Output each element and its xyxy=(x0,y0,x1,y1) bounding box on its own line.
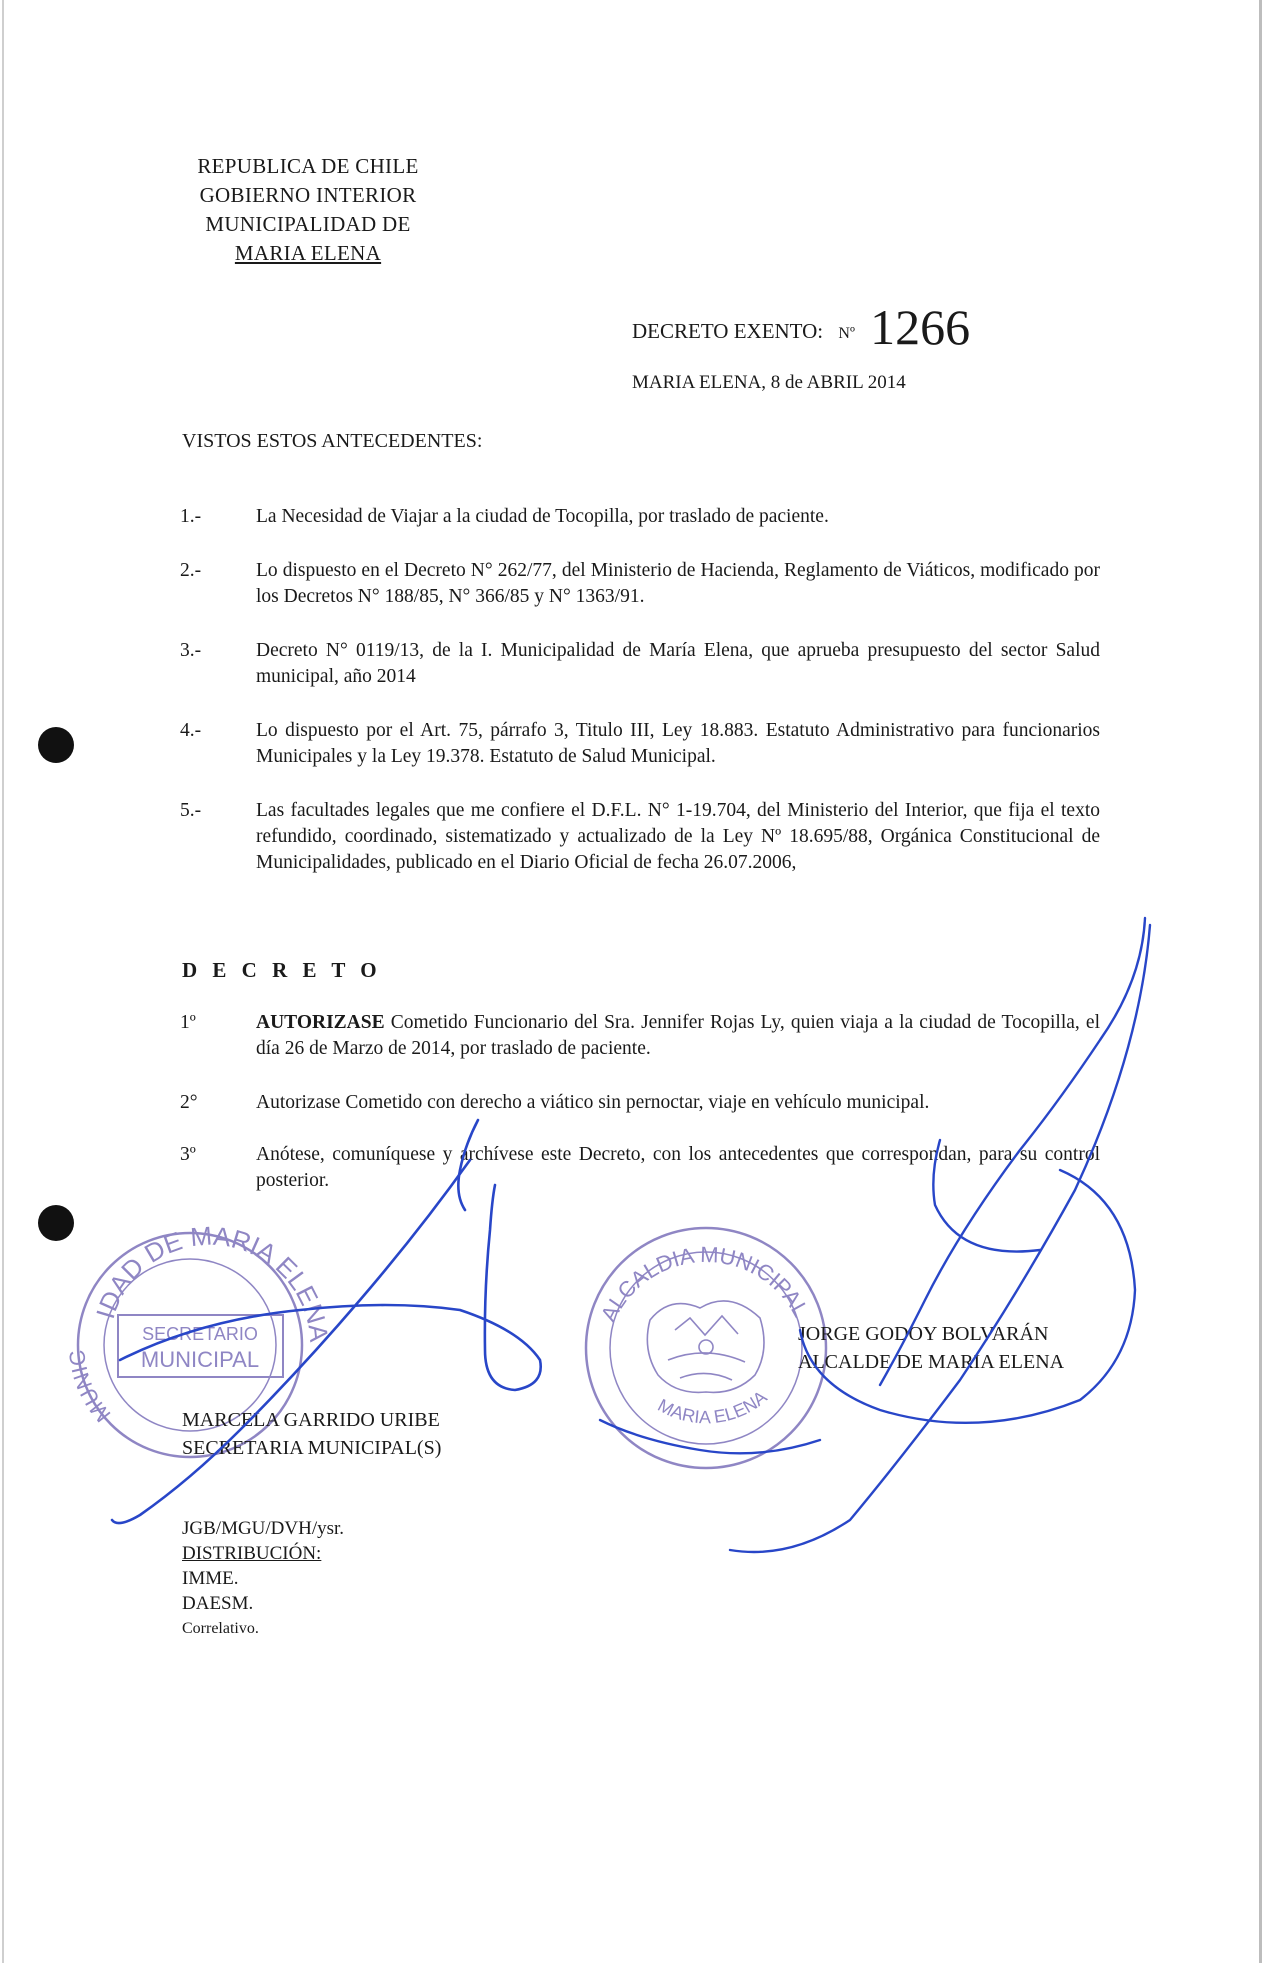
item-body: Cometido Funcionario del Sra. Jennifer Rojas Ly, quien viaja a la ciudad de Tocopilla, el día 26 de Marzo de 2014, por traslado de paciente. xyxy=(256,1012,1100,1059)
issuer-header xyxy=(182,152,434,268)
distribution-line-2: DAESM. xyxy=(182,1593,254,1614)
secretary-stamp-ring-text: IDAD DE MARIA ELENA xyxy=(90,1220,335,1344)
mayor-title: ALCALDE DE MARIA ELENA xyxy=(798,1351,1065,1373)
item-text: Autorizase Cometido con derecho a viático sin pernoctar, viaje en vehículo municipal. xyxy=(256,1092,930,1113)
decree-number: 1266 xyxy=(870,299,971,355)
item-number: 1º xyxy=(180,1012,196,1033)
distribution-label: DISTRIBUCIÓN: xyxy=(182,1543,322,1564)
item-text: Lo dispuesto por el Art. 75, párrafo 3, Titulo III, Ley 18.883. Estatuto Administrativo para funcionarios Municipales y la Ley 19.378. Estatuto de Salud Municipal. xyxy=(256,720,1100,767)
item-number: 3º xyxy=(180,1144,196,1165)
secretary-stamp-ring-left: MUNIC xyxy=(64,1348,116,1427)
scan-edge-right xyxy=(1259,0,1262,1963)
header-line-3: MUNICIPALIDAD DE xyxy=(205,212,411,236)
mayor-stamp xyxy=(586,1228,826,1468)
item-number: 2° xyxy=(180,1092,198,1113)
punch-hole-top xyxy=(38,727,74,763)
item-text: Las facultades legales que me confiere el D.F.L. N° 1-19.704, del Ministerio del Interior, que fija el texto refundido, coordinado, sistematizado y actualizado de la Ley Nº 18.695/88, Orgánica Constitucional de Municipalidades, publicado en el Diario Oficial de fecha 26.07.2006, xyxy=(256,800,1100,873)
header-line-1: REPUBLICA DE CHILE xyxy=(197,154,419,178)
decree-label: DECRETO EXENTO: xyxy=(632,319,824,343)
initials: JGB/MGU/DVH/ysr. xyxy=(182,1518,345,1539)
mayor-signature-block xyxy=(798,1320,1064,1376)
item-text: Decreto N° 0119/13, de la I. Municipalidad de María Elena, que aprueba presupuesto del sector Salud municipal, año 2014 xyxy=(256,640,1100,687)
secretary-stamp-center-1: SECRETARIO xyxy=(142,1324,258,1344)
item-number: 2.- xyxy=(180,560,202,581)
item-number: 5.- xyxy=(180,800,202,821)
vistos-title: VISTOS ESTOS ANTECEDENTES: xyxy=(182,430,483,452)
item-text xyxy=(256,1010,1100,1062)
decreto-title: D E C R E T O xyxy=(182,958,382,982)
item-number: 4.- xyxy=(180,720,202,741)
secretary-signature-block xyxy=(182,1406,441,1462)
distribution-line-1: IMME. xyxy=(182,1568,239,1589)
mayor-stamp-bottom-text: MARIA ELENA xyxy=(654,1386,771,1428)
item-bold: AUTORIZASE xyxy=(256,1012,385,1033)
number-label: Nº xyxy=(838,325,855,342)
secretary-title: SECRETARIA MUNICIPAL(S) xyxy=(182,1437,442,1459)
item-text: La Necesidad de Viajar a la ciudad de Tocopilla, por traslado de paciente. xyxy=(256,506,829,527)
coat-of-arms-icon xyxy=(647,1301,764,1392)
header-line-2: GOBIERNO INTERIOR xyxy=(199,183,417,207)
distribution-last: Correlativo. xyxy=(182,1620,259,1637)
header-line-4: MARIA ELENA xyxy=(234,241,382,265)
secretary-name: MARCELA GARRIDO URIBE xyxy=(182,1409,440,1431)
place-date: MARIA ELENA, 8 de ABRIL 2014 xyxy=(632,372,906,393)
item-number: 3.- xyxy=(180,640,202,661)
mayor-stamp-top-text: ALCALDIA MUNICIPAL xyxy=(595,1241,814,1326)
footer-distribution xyxy=(182,1516,344,1641)
mayor-name: JORGE GODOY BOLVARÁN xyxy=(798,1323,1049,1345)
item-number: 1.- xyxy=(180,506,202,527)
decree-number-line xyxy=(632,298,970,356)
item-text: Anótese, comuníquese y archívese este Decreto, con los antecedentes que correspondan, para su control posterior. xyxy=(256,1144,1100,1191)
secretary-stamp-center-2: MUNICIPAL xyxy=(140,1347,260,1372)
punch-hole-bottom xyxy=(38,1205,74,1241)
item-text: Lo dispuesto en el Decreto N° 262/77, del Ministerio de Hacienda, Reglamento de Viáticos, modificado por los Decretos N° 188/85, N° 366/85 y N° 1363/91. xyxy=(256,560,1100,607)
scan-edge-left xyxy=(2,0,4,1963)
